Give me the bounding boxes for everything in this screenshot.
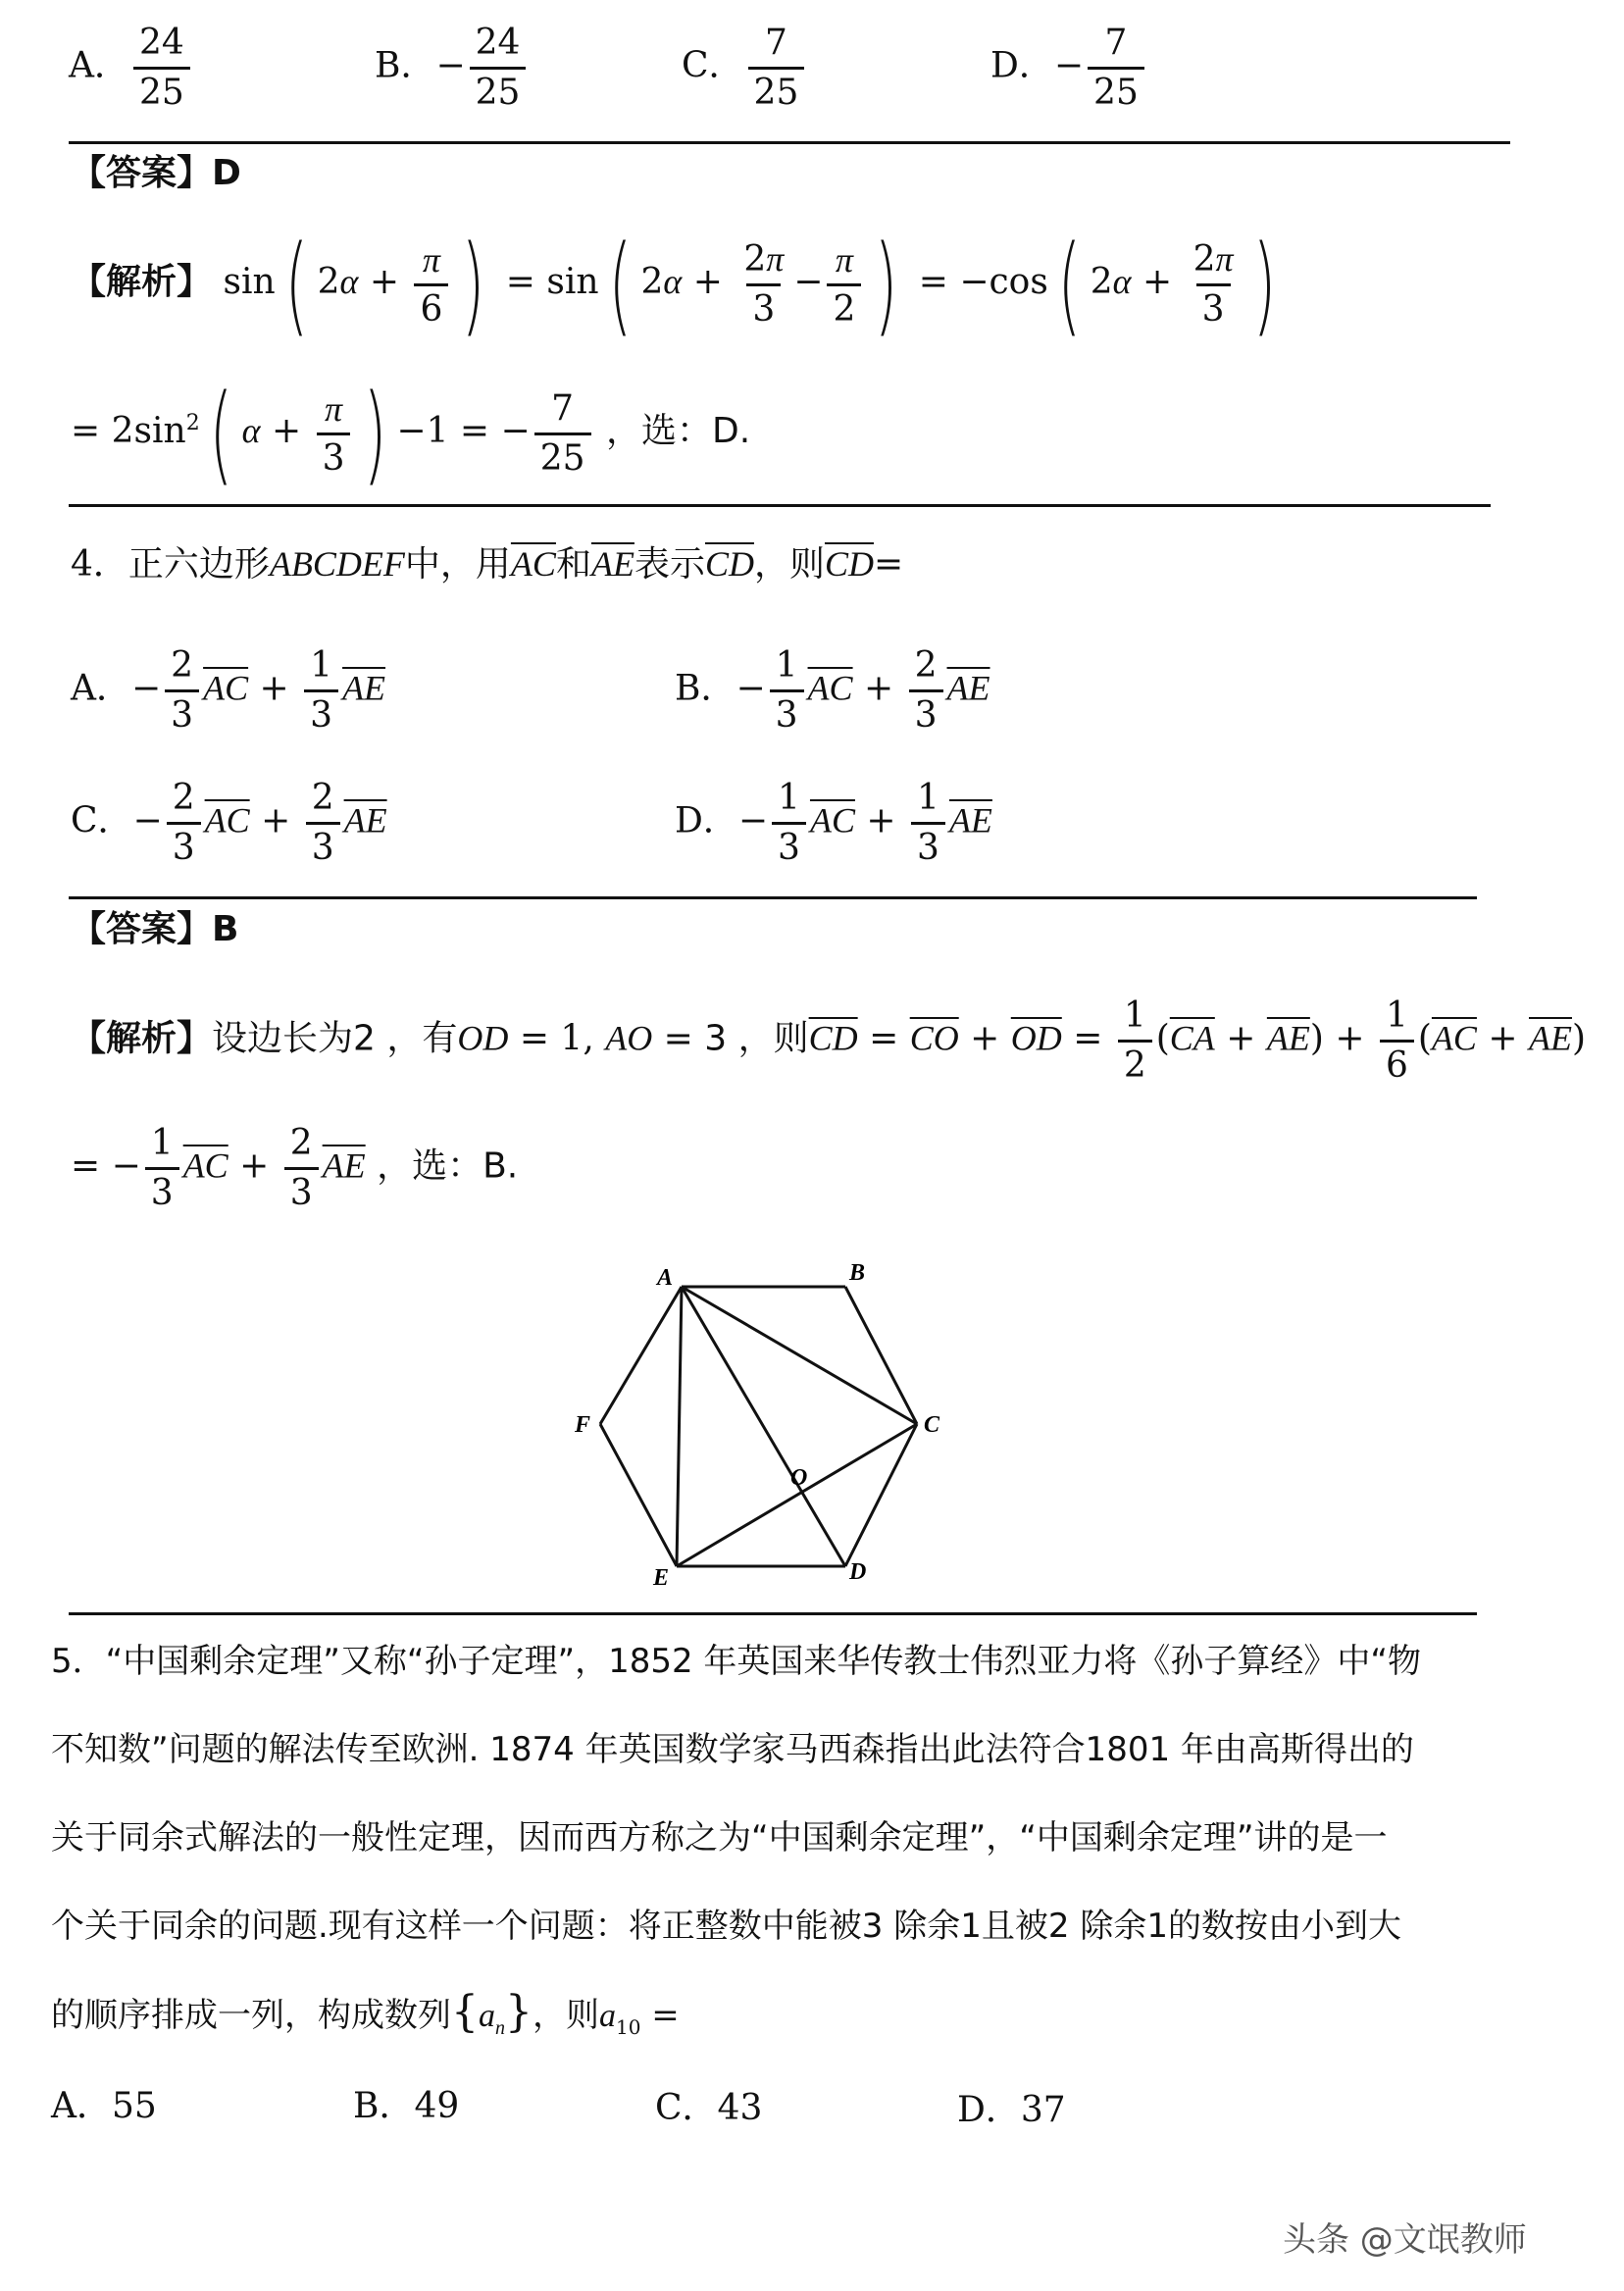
label-b: B (849, 1260, 866, 1286)
q4-analysis-line1: 【解析】设边长为2 ，有OD = 1, AO = 3 ，则$\overline{CD} = \overline{CO} + \overline{OD}$ = $\frac{1}{2}$ $(\overline{CA} + \overline{AE})$ + $\frac{1}{6}$ $(\overline{AC} + \overline{AE})$ (71, 993, 1586, 1090)
q5-line5: 的顺序排成一列，构成数列$\{a_n\}$，则$a_{10}$ = (51, 1987, 680, 2039)
q5-option-d: D．37 (957, 2090, 1066, 2130)
q3-option-b: B．− $\frac{24}{25}$ (375, 20, 530, 117)
q5-option-c: C．43 (655, 2088, 763, 2128)
q3-analysis-line1: 【解析】 sin( 2α + $\frac{\pi}{6}$ ) = sin( 2α + $\frac{2\pi}{3}$ − $\frac{\pi}{2}$ ) = −cos( 2α + $\frac{2\pi}{3}$ ) (71, 222, 1276, 347)
q5-line4: 个关于同余的问题.现有这样一个问题：将正整数中能被3 除余1且被2 除余1的数按由小到大 (51, 1907, 1401, 1946)
hexagon-figure (559, 1255, 951, 1589)
q4-analysis-line2: = − $\frac{1}{3}$ $\overline{AC}$ + $\frac{2}{3}$ $\overline{AE}$ ，选：B. (71, 1120, 518, 1217)
q4-option-c: C．− $\frac{2}{3}$ $\overline{AC}$ + $\frac{2}{3}$ $\overline{AE}$ (71, 775, 387, 872)
q5-line2: 不知数”问题的解法传至欧洲. 1874 年英国数学家马西森指出此法符合1801 年由高斯得出的 (51, 1730, 1414, 1769)
q4-option-a: A．− $\frac{2}{3}$ $\overline{AC}$ + $\frac{1}{3}$ $\overline{AE}$ (71, 642, 385, 739)
divider (69, 141, 1510, 144)
q5-line3: 关于同余式解法的一般性定理，因而西方称之为“中国剩余定理”，“中国剩余定理”讲的是一 (51, 1818, 1388, 1858)
divider (69, 504, 1491, 507)
label-d: D (849, 1559, 867, 1585)
q3-option-a: A． $\frac{24}{25}$ (69, 20, 194, 117)
q3-answer: 【答案】D (71, 153, 241, 193)
q4-stem: 4．正六边形ABCDEF中，用$\overline{AC}$和$\overline{AE}$表示$\overline{CD}$，则$\overline{CD}=$ (71, 544, 904, 585)
q3-option-d: D．− $\frac{7}{25}$ (990, 20, 1148, 117)
q5-option-b: B．49 (353, 2086, 460, 2126)
q4-answer: 【答案】B (71, 909, 239, 949)
edge-fa (600, 1287, 682, 1424)
segment-ad (682, 1287, 845, 1566)
label-o: O (790, 1465, 808, 1491)
segment-ae (677, 1287, 682, 1566)
q5-option-a: A．55 (51, 2086, 157, 2126)
q4-option-d: D．− $\frac{1}{3}$ $\overline{AC}$ + $\frac{1}{3}$ $\overline{AE}$ (675, 775, 992, 872)
label-a: A (657, 1265, 674, 1291)
edge-ef (600, 1424, 677, 1566)
q5-line1: 5．“中国剩余定理”又称“孙子定理”，1852 年英国来华传教士伟烈亚力将《孙子算经》中“物 (51, 1642, 1422, 1681)
divider (69, 1612, 1477, 1615)
label-c: C (924, 1412, 940, 1438)
label-f: F (575, 1412, 591, 1438)
divider (69, 896, 1477, 899)
watermark: 头条 @文氓教师 (1283, 2220, 1527, 2260)
label-e: E (653, 1565, 670, 1589)
q3-analysis-line2: = $2\sin^2$( α + $\frac{\pi}{3}$ ) −1 = − $\frac{7}{25}$ ，选：D. (71, 371, 751, 496)
q3-option-c: C． $\frac{7}{25}$ (682, 20, 808, 117)
q4-option-b: B．− $\frac{1}{3}$ $\overline{AC}$ + $\frac{2}{3}$ $\overline{AE}$ (675, 642, 990, 739)
